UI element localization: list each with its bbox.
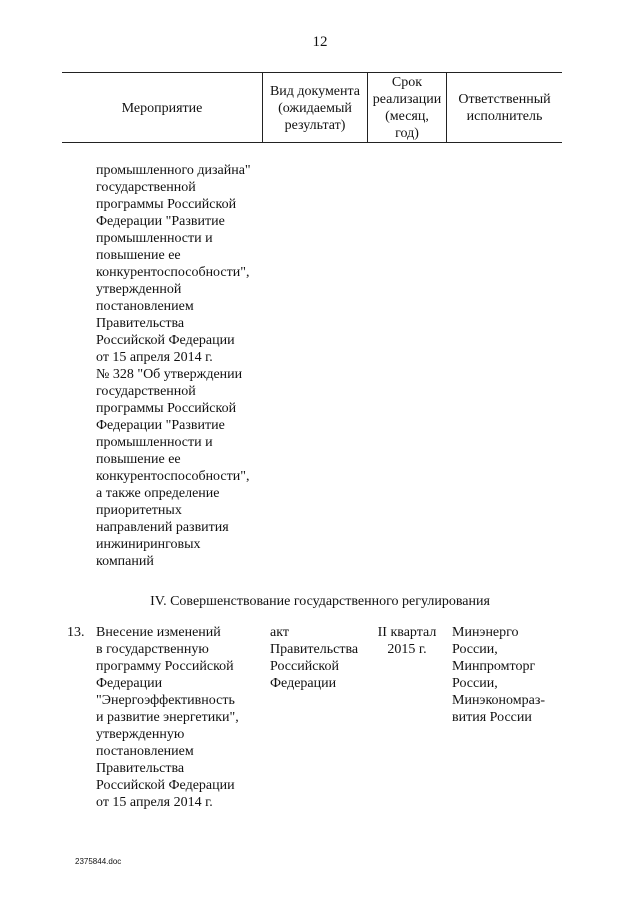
header-responsible-line: Ответственный [458, 92, 551, 107]
row13-number [67, 624, 85, 641]
text-line: Минэнерго [452, 625, 519, 640]
header-top-rule [62, 72, 562, 73]
page-number: 12 [312, 34, 328, 50]
text-line: государственной [96, 180, 196, 195]
text-line: от 15 апреля 2014 г. [96, 795, 213, 810]
text-line: Федерации "Развитие [96, 418, 225, 433]
header-bottom-rule [62, 142, 562, 143]
text-line: России, [452, 676, 498, 691]
row13-deadline [368, 624, 446, 658]
text-line: от 15 апреля 2014 г. [96, 350, 213, 365]
header-event-label: Мероприятие [121, 101, 203, 116]
text-line: а также определение [96, 486, 220, 501]
text-line: Минпромторг [452, 659, 536, 674]
text-line: и развитие энергетики", [96, 710, 239, 725]
text-line: конкурентоспособности", [96, 265, 250, 280]
text-line: Российской Федерации [96, 778, 235, 793]
header-responsible-line: исполнитель [466, 109, 543, 124]
text-line: в государственную [96, 642, 209, 657]
header-deadline-line: год) [395, 126, 419, 141]
text-line: II квартал [377, 625, 437, 640]
text-line: России, [452, 642, 498, 657]
header-deadline-line: Срок [391, 75, 423, 90]
header-doc-type [263, 83, 367, 134]
text-line: утвержденную [96, 727, 185, 742]
text-line: утвержденной [96, 282, 182, 297]
text-line: 2015 г. [387, 642, 427, 657]
text-line: Российской [270, 659, 339, 674]
text-line: программы Российской [96, 197, 237, 212]
text-line: Правительства [96, 761, 185, 776]
header-deadline [368, 74, 446, 142]
text-line: инжиниринговых [96, 537, 201, 552]
text-line: Федерации [270, 676, 337, 691]
section-title: IV. Совершенствование государственного регулирования [150, 594, 490, 609]
text-line: государственной [96, 384, 196, 399]
text-line: конкурентоспособности", [96, 469, 250, 484]
text-line: вития России [452, 710, 532, 725]
header-event [62, 100, 262, 117]
header-responsible [447, 91, 562, 125]
row13-doc-type [270, 624, 358, 692]
text-line: повышение ее [96, 248, 181, 263]
text-line: Правительства [96, 316, 185, 331]
text-line: программы Российской [96, 401, 237, 416]
footer-doc-code: 2375844.doc [75, 857, 122, 866]
text-line: № 328 "Об утверждении [96, 367, 243, 382]
text-line: направлений развития [96, 520, 229, 535]
header-deadline-line: реализации [372, 92, 442, 107]
text-line: постановлением [96, 299, 194, 314]
text-line: акт [270, 625, 289, 640]
row13-event [96, 624, 239, 811]
text-line: приоритетных [96, 503, 182, 518]
text-line: Федерации [96, 676, 163, 691]
header-doc-type-line: результат) [284, 118, 346, 133]
text-line: промышленности и [96, 435, 213, 450]
text-line: компаний [96, 554, 154, 569]
text-line: Минэкономраз- [452, 693, 546, 708]
text-line: промышленности и [96, 231, 213, 246]
header-doc-type-line: Вид документа [269, 84, 361, 99]
text-line: повышение ее [96, 452, 181, 467]
text-line: Внесение изменений [96, 625, 221, 640]
header-deadline-line: (месяц, [385, 109, 429, 124]
row-number: 13. [67, 625, 85, 640]
text-line: Российской Федерации [96, 333, 235, 348]
continued-event-text [96, 162, 251, 570]
text-line: Правительства [270, 642, 359, 657]
row13-responsible [452, 624, 545, 726]
text-line: программу Российской [96, 659, 234, 674]
text-line: промышленного дизайна" [96, 163, 251, 178]
header-doc-type-line: (ожидаемый [278, 101, 352, 116]
text-line: постановлением [96, 744, 194, 759]
text-line: Федерации "Развитие [96, 214, 225, 229]
text-line: "Энергоэффективность [96, 693, 235, 708]
